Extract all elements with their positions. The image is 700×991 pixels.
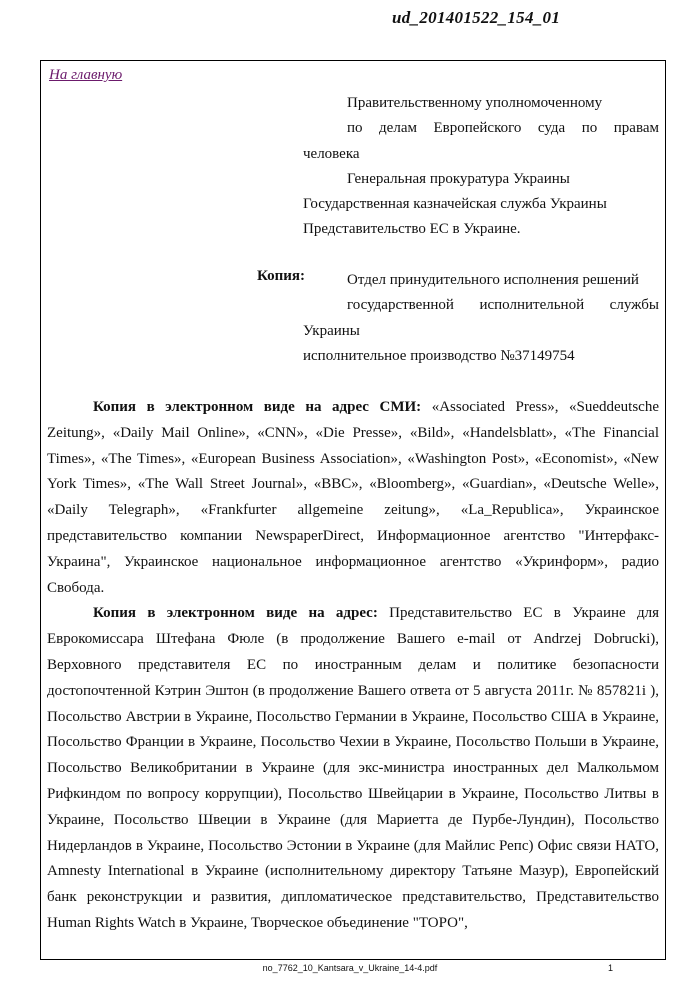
addressee-line: Правительственному уполномоченному	[347, 95, 603, 111]
copy-block	[303, 268, 659, 369]
paragraph-lead: Копия в электронном виде на адрес СМИ:	[93, 399, 422, 415]
media-copy-paragraph	[47, 395, 659, 601]
copy-line: Украины	[303, 322, 360, 339]
body-text	[47, 395, 659, 937]
document-id: ud_201401522_154_01	[392, 8, 561, 27]
addressee-line: по делам Европейского суда по правам	[347, 120, 659, 137]
copy-line: Отдел принудительного исполнения решений	[347, 272, 639, 288]
copy-label: Копия:	[257, 268, 306, 284]
addressee-block	[303, 91, 659, 243]
paragraph-text: Представительство ЕС в Украине для Еврокомиссара Штефана Фюле (в продолжение Вашего e-mail от Andrzej Dobrucki), Верховного представителя ЕС по иностранным делам и политике безопасности достопочтенной Кэтрин Эштон (в продолжение Вашего ответа от 5 августа 2011г. № 857821i ), Посольство Австрии в Украине, Посольство Германии в Украине, Посольство США в Украине, Посольство Франции в Украине, Посольство Чехии в Украине, Посольство Польши в Украине, Посольство Великобритании в Украине (для экс-министра иностранных дел Малкольмом Рифкиндом по вопросу коррупции), Посольство Швейцарии в Украине, Посольство Литвы в Украине, Посольство Швеции в Украине (для Мариетта де Пурбе-Лундин), Посольство Нидерландов в Украине, Посольство Эстонии в Украине (для Майлис Репс) Офис связи НАТО, Amnesty International в Украине (исполнительному директору Татьяне Мазур), Европейский банк реконструкции и развития, дипломатическое представительство, Представительство Human Rights Watch в Украине, Творческое объединение "ТОРО",	[47, 605, 659, 931]
copy-line: государственной исполнительной службы	[347, 297, 659, 314]
paragraph-text: «Associated Press», «Sueddeutsche Zeitung», «Daily Mail Online», «CNN», «Die Presse», «Bild», «Handelsblatt», «The Financial Times», «The Times», «European Business Association», «Washington Post», «Economist», «New York Times», «The Wall Street Journal», «BBC», «Bloomberg», «Guardian», «Deutsche Welle», «Daily Telegraph», «Frankfurter allgemeine zeitung», «La_Republica», Украинское представительство компании NewspaperDirect, Информационное агентство "Интерфакс-Украина", Украинское национальное информационное агентство «Укринформ», радио Свобода.	[47, 399, 659, 596]
copy-line: исполнительное производство №37149754	[303, 347, 575, 364]
addressee-line: Генеральная прокуратура Украины	[347, 170, 570, 187]
addressee-line: Представительство ЕС в Украине.	[303, 221, 521, 238]
addressee-line: Государственная казначейская служба Украины	[303, 196, 607, 213]
document-frame	[40, 60, 666, 960]
electronic-copy-paragraph	[47, 601, 659, 936]
paragraph-lead: Копия в электронном виде на адрес:	[93, 605, 378, 622]
addressee-line: человека	[303, 145, 360, 162]
home-link[interactable]: На главную	[49, 67, 123, 83]
footer-filename: no_7762_10_Kantsara_v_Ukraine_14-4.pdf	[262, 963, 438, 973]
footer-page-number: 1	[608, 963, 614, 973]
